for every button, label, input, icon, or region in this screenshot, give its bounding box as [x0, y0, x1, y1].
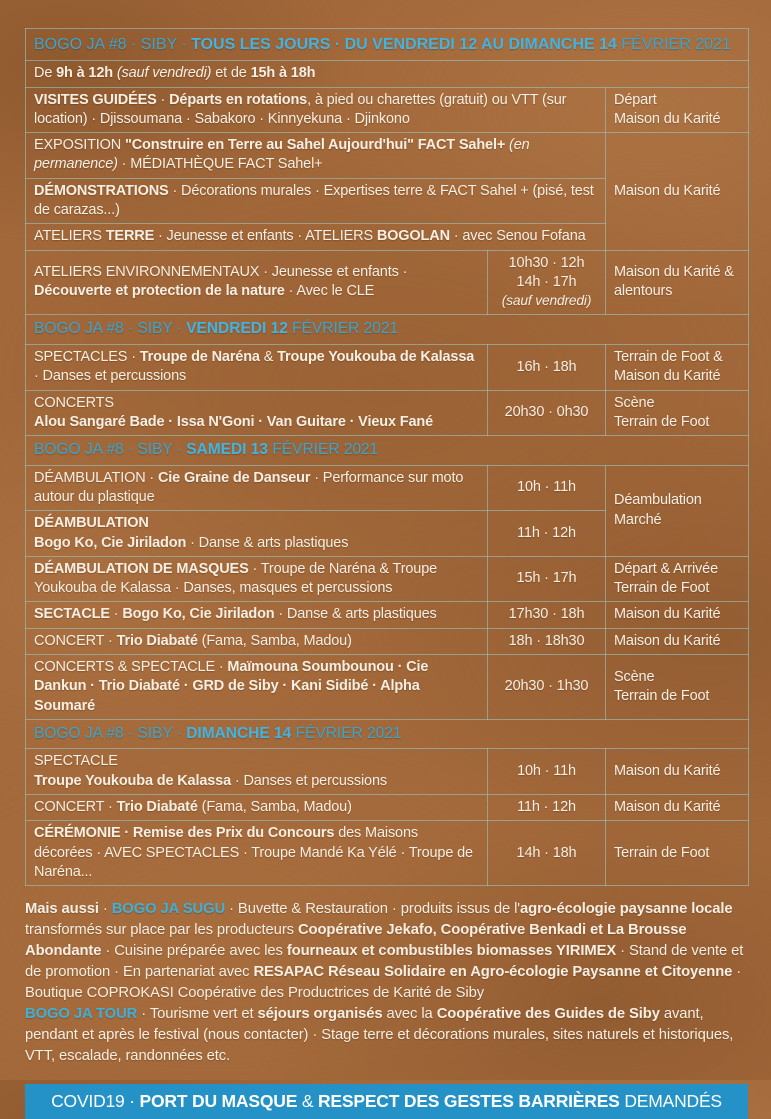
- footer-info-paragraph: Mais aussi · BOGO JA SUGU · Buvette & Restauration · produits issus de l'agro-écologie paysanne locale transformés sur place par les producteurs Coopérative Jekafo, Coopérative Benkadi et La Brousse Abondante · Cuisine préparée avec les fourneaux et combustibles biomasses YIRIMEX · Stand de vente et de promotion · En partenariat avec RESAPAC Réseau Solidaire en Agro-écologie Paysanne et Citoyenne · Boutique COPROKASI Coopérative des Productrices de Karité de Siby BOGO JA TOUR · Tourisme vert et séjours organisés avec la Coopérative des Guides de Siby avant, pendant et après le festival (nous contacter) · Stage terre et décorations murales, sites naturels et historiques, VTT, escalade, randonnées etc.: [25, 901, 744, 1065]
- row-visites-guidees: [26, 87, 749, 133]
- row-exposition: [26, 133, 749, 179]
- time-cell: 20h30 · 0h30: [488, 390, 606, 436]
- time-cell: 10h · 11h: [488, 465, 606, 511]
- covid-notice-bar: COVID19 · PORT DU MASQUE & RESPECT DES GESTES BARRIÈRES DEMANDÉS: [25, 1084, 748, 1119]
- activity-cell: ATELIERS TERRE · Jeunesse et enfants · ATELIERS BOGOLAN · avec Senou Fofana: [26, 224, 606, 250]
- location-cell: Scène Terrain de Foot: [606, 390, 749, 436]
- schedule-body: [26, 29, 749, 886]
- row-deambulation-masques: [26, 556, 749, 602]
- activity-cell: CONCERT · Trio Diabaté (Fama, Samba, Madou): [26, 628, 488, 654]
- header-vendredi-12: [26, 315, 749, 345]
- location-cell: Maison du Karité: [606, 602, 749, 628]
- location-cell: Maison du Karité: [606, 628, 749, 654]
- activity-cell: ATELIERS ENVIRONNEMENTAUX · Jeunesse et enfants · Découverte et protection de la nature · Avec le CLE: [26, 250, 488, 315]
- activity-cell: DÉMONSTRATIONS · Décorations murales · Expertises terre & FACT Sahel + (pisé, test de carazas...): [26, 178, 606, 224]
- row-concert-samedi: [26, 628, 749, 654]
- activity-cell: SECTACLE · Bogo Ko, Cie Jiriladon · Danse & arts plastiques: [26, 602, 488, 628]
- time-cell: 11h · 12h: [488, 794, 606, 820]
- section-header-cell: BOGO JA #8 · SIBY · DIMANCHE 14 FÉVRIER 2021: [26, 719, 749, 749]
- location-cell: Départ & Arrivée Terrain de Foot: [606, 556, 749, 602]
- activity-cell: SPECTACLES · Troupe de Naréna & Troupe Youkouba de Kalassa · Danses et percussions: [26, 344, 488, 390]
- row-horaires: [26, 61, 749, 87]
- row-concerts-vendredi: [26, 390, 749, 436]
- section-header-cell: BOGO JA #8 · SIBY · SAMEDI 13 FÉVRIER 2021: [26, 436, 749, 466]
- time-cell: 11h · 12h: [488, 511, 606, 557]
- location-cell: Déambulation Marché: [606, 465, 749, 556]
- row-concert-dimanche: [26, 794, 749, 820]
- opening-hours-cell: De 9h à 12h (sauf vendredi) et de 15h à 18h: [26, 61, 749, 87]
- time-cell: 10h · 11h: [488, 749, 606, 795]
- row-ateliers-environnementaux: [26, 250, 749, 315]
- location-cell: Départ Maison du Karité: [606, 87, 749, 133]
- location-cell: Maison du Karité: [606, 749, 749, 795]
- row-concerts-spectacle-samedi: [26, 654, 749, 719]
- schedule-table: [25, 28, 749, 886]
- activity-cell: CONCERTS & SPECTACLE · Maïmouna Soumbounou · Cie Dankun · Trio Diabaté · GRD de Siby · Kani Sidibé · Alpha Soumaré: [26, 654, 488, 719]
- activity-cell: DÉAMBULATION · Cie Graine de Danseur · Performance sur moto autour du plastique: [26, 465, 488, 511]
- time-cell: 10h30 · 12h 14h · 17h (sauf vendredi): [488, 250, 606, 315]
- activity-cell: SPECTACLE Troupe Youkouba de Kalassa · Danses et percussions: [26, 749, 488, 795]
- header-samedi-13: [26, 436, 749, 466]
- activity-cell: CONCERT · Trio Diabaté (Fama, Samba, Madou): [26, 794, 488, 820]
- time-cell: 17h30 · 18h: [488, 602, 606, 628]
- section-header-cell: BOGO JA #8 · SIBY · VENDREDI 12 FÉVRIER 2021: [26, 315, 749, 345]
- activity-cell: DÉAMBULATION DE MASQUES · Troupe de Naréna & Troupe Youkouba de Kalassa · Danses, masques et percussions: [26, 556, 488, 602]
- location-cell: Terrain de Foot: [606, 821, 749, 886]
- time-cell: 20h30 · 1h30: [488, 654, 606, 719]
- row-ceremonie: [26, 821, 749, 886]
- header-tous-les-jours: [26, 29, 749, 61]
- section-header-cell: BOGO JA #8 · SIBY · TOUS LES JOURS · DU VENDREDI 12 AU DIMANCHE 14 FÉVRIER 2021: [26, 29, 749, 61]
- row-spectacles-vendredi: [26, 344, 749, 390]
- activity-cell: CONCERTS Alou Sangaré Bade · Issa N'Goni · Van Guitare · Vieux Fané: [26, 390, 488, 436]
- time-cell: 14h · 18h: [488, 821, 606, 886]
- row-deambulation-graine: [26, 465, 749, 511]
- location-cell: Scène Terrain de Foot: [606, 654, 749, 719]
- row-spectacle-dimanche: [26, 749, 749, 795]
- time-cell: 15h · 17h: [488, 556, 606, 602]
- location-cell: Maison du Karité: [606, 133, 749, 250]
- activity-cell: EXPOSITION "Construire en Terre au Sahel Aujourd'hui" FACT Sahel+ (en permanence) · MÉDIATHÈQUE FACT Sahel+: [26, 133, 606, 179]
- activity-cell: VISITES GUIDÉES · Départs en rotations, à pied ou charettes (gratuit) ou VTT (sur location) · Djissoumana · Sabakoro · Kinnyekuna · Djinkono: [26, 87, 606, 133]
- location-cell: Maison du Karité & alentours: [606, 250, 749, 315]
- location-cell: Terrain de Foot & Maison du Karité: [606, 344, 749, 390]
- row-sectacle-samedi: [26, 602, 749, 628]
- time-cell: 16h · 18h: [488, 344, 606, 390]
- time-cell: 18h · 18h30: [488, 628, 606, 654]
- activity-cell: DÉAMBULATION Bogo Ko, Cie Jiriladon · Danse & arts plastiques: [26, 511, 488, 557]
- header-dimanche-14: [26, 719, 749, 749]
- location-cell: Maison du Karité: [606, 794, 749, 820]
- activity-cell: CÉRÉMONIE · Remise des Prix du Concours des Maisons décorées · AVEC SPECTACLES · Troupe Mandé Ka Yélé · Troupe de Naréna...: [26, 821, 488, 886]
